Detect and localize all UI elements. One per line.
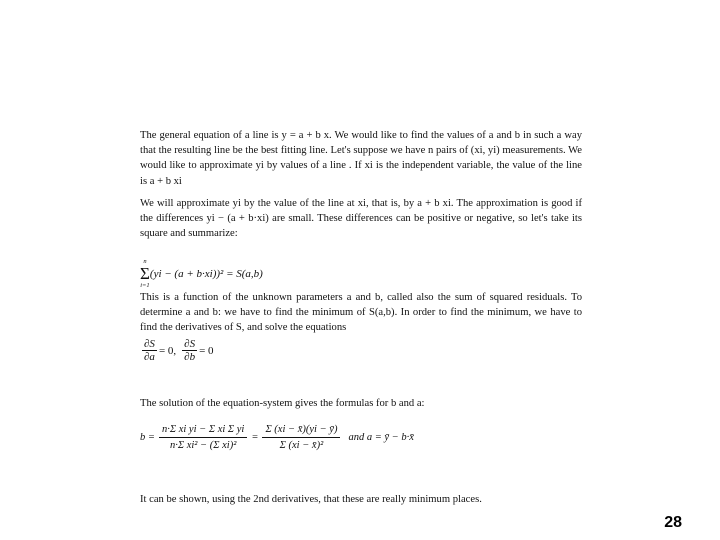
paragraph-line-equation	[140, 128, 582, 189]
paragraph-3-text: This is a function of the unknown parameters a and b, called also the sum of squared residuals. To determine a and b: we have to find the minimum of S(a,b). In order to find the minimum, we have to find the derivatives of S, and solve the equations	[140, 292, 582, 334]
paragraph-2-text: We will approximate yi by the value of the line at xi, that is, by a + b xi. The approximation is good if the differences yi − (a + b·xi) are small. These differences can be positive or negative, so let's take its square and summarize:	[140, 198, 582, 240]
sum-of-squares-expression: (yi − (a + b·xi))² = S(a,b)	[149, 268, 263, 280]
partial-derivative-b: $\frac{\partial S}{\partial b}$	[184, 338, 196, 363]
summation-symbol: n Σ i=1	[140, 258, 150, 289]
regression-formula: b = $\frac{\text{n·Σ xi yi − Σ xi Σ yi}}{\text{n·Σ xi² − (Σ xi)²}}$ = $\frac{\Sigma (xi - x̄)(yi - ȳ)}{\text{Σ (xi − x̄)²}}$ and a = ȳ − b·x̄	[140, 424, 414, 451]
page-number: 28	[664, 514, 682, 531]
paragraph-5-text: It can be shown, using the 2nd derivatives, that these are really minimum places.	[140, 494, 482, 505]
derivative-equations: $\frac{\partial S}{\partial a}$ = 0, $\frac{\partial S}{\partial b}$ = 0	[144, 338, 214, 363]
paragraph-1-text: The general equation of a line is y = a + b x. We would like to find the values of a and b in such a way that the resulting line be the best fitting line. Let's suppose we have n pairs of (xi, yi) measurements. We would like to approximate yi by values of a line . If xi is the independent variable, the value of the line is a + b xi	[140, 130, 582, 187]
sum-of-squares-equation	[140, 254, 263, 290]
paragraph-approximation	[140, 196, 582, 242]
slope-fraction-deviations: $\frac{\Sigma (xi - x̄)(yi - ȳ)}{\text{Σ (xi − x̄)²}}$	[262, 424, 340, 451]
slope-fraction-sums: $\frac{\text{n·Σ xi yi − Σ xi Σ yi}}{\text{n·Σ xi² − (Σ xi)²}}$	[159, 424, 247, 451]
intercept-formula: and a = ȳ − b·x̄	[348, 432, 414, 443]
paragraph-conclusion	[140, 492, 582, 507]
paragraph-solution	[140, 396, 582, 411]
partial-derivative-a: $\frac{\partial S}{\partial a}$	[144, 338, 155, 363]
paragraph-4-text: The solution of the equation-system gives the formulas for b and a:	[140, 398, 425, 409]
paragraph-function	[140, 290, 582, 336]
